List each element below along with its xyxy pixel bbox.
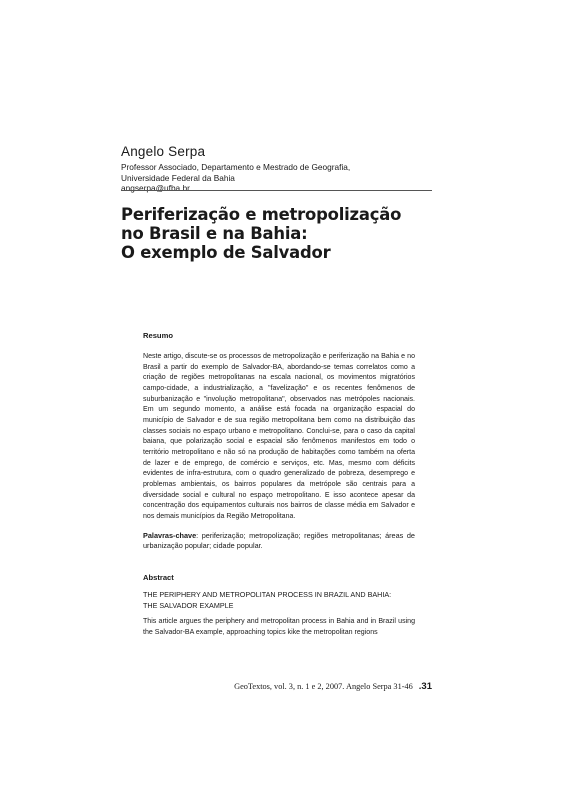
keywords-paragraph [143,531,415,552]
resumo-heading: Resumo [143,331,173,340]
page-footer [212,682,432,692]
author-affiliation [121,162,411,194]
author-block [121,144,411,194]
abstract-title: THE PERIPHERY AND METROPOLITAN PROCESS IN BRAZIL AND BAHIA: THE SALVADOR EXAMPLE [143,590,392,610]
affiliation-line-1: Professor Associado, Departamento e Mestrado de Geografia, [121,162,351,172]
header-divider [121,190,432,191]
affiliation-line-2: Universidade Federal da Bahia [121,172,235,183]
article-title: Periferização e metropolização no Brasil e na Bahia: O exemplo de Salvador [121,205,402,262]
keywords-text: : periferização; metropolização; regiões metropolitanas; áreas de urbanização popular; cidade popular. [143,530,415,551]
abstract-heading: Abstract [143,573,174,582]
abstract-section [143,573,415,639]
resumo-body: Neste artigo, discute-se os processos de metropolização e periferização na Bahia e no Brasil a partir do exemplo de Salvador-BA, abordando-se temas correlatos como a criação de regiões metropolitanas na escala nacional, os movimentos migratórios campo-cidade, a industrialização, a "favelização" e os recentes fenômenos de suburbanização e "involução metropolitana", observados nas metrópoles nacionais. Em um segundo momento, a análise está focada na organização espacial do município de Salvador e de sua região metropolitana bem como na distribuição das classes sociais no espaço urbano e metropolitano. Conclui-se, para o caso da capital baiana, que polarização social e espacial são fenômenos manifestos em todo o território metropolitano e não só na produção de habitações como também na oferta de lazer e de emprego, de comércio e serviços, etc. Mas, mesmo com déficits evidentes de infra-estrutura, com o quadro generalizado de pobreza, desemprego e problemas ambientais, os bairros populares da metrópole são centrais para a diversidade social e cultural no espaço metropolitano. E isso acontece apesar da concentração dos equipamentos culturais nos bairros de classe média em Salvador e nos demais municípios da Região Metropolitana. [143,353,415,520]
author-name: Angelo Serpa [121,144,206,159]
page-number: .31 [418,681,432,692]
footer-citation: GeoTextos, vol. 3, n. 1 e 2, 2007. Angelo Serpa 31-46 [234,682,413,691]
author-email: angserpa@ufba.br [121,183,190,193]
resumo-section [143,331,415,552]
keywords-label: Palavras-chave [143,530,197,540]
abstract-body: This article argues the periphery and metropolitan process in Bahia and in Brazil using the Salvador-BA example, approaching topics kike the metropolitan regions [143,618,415,636]
